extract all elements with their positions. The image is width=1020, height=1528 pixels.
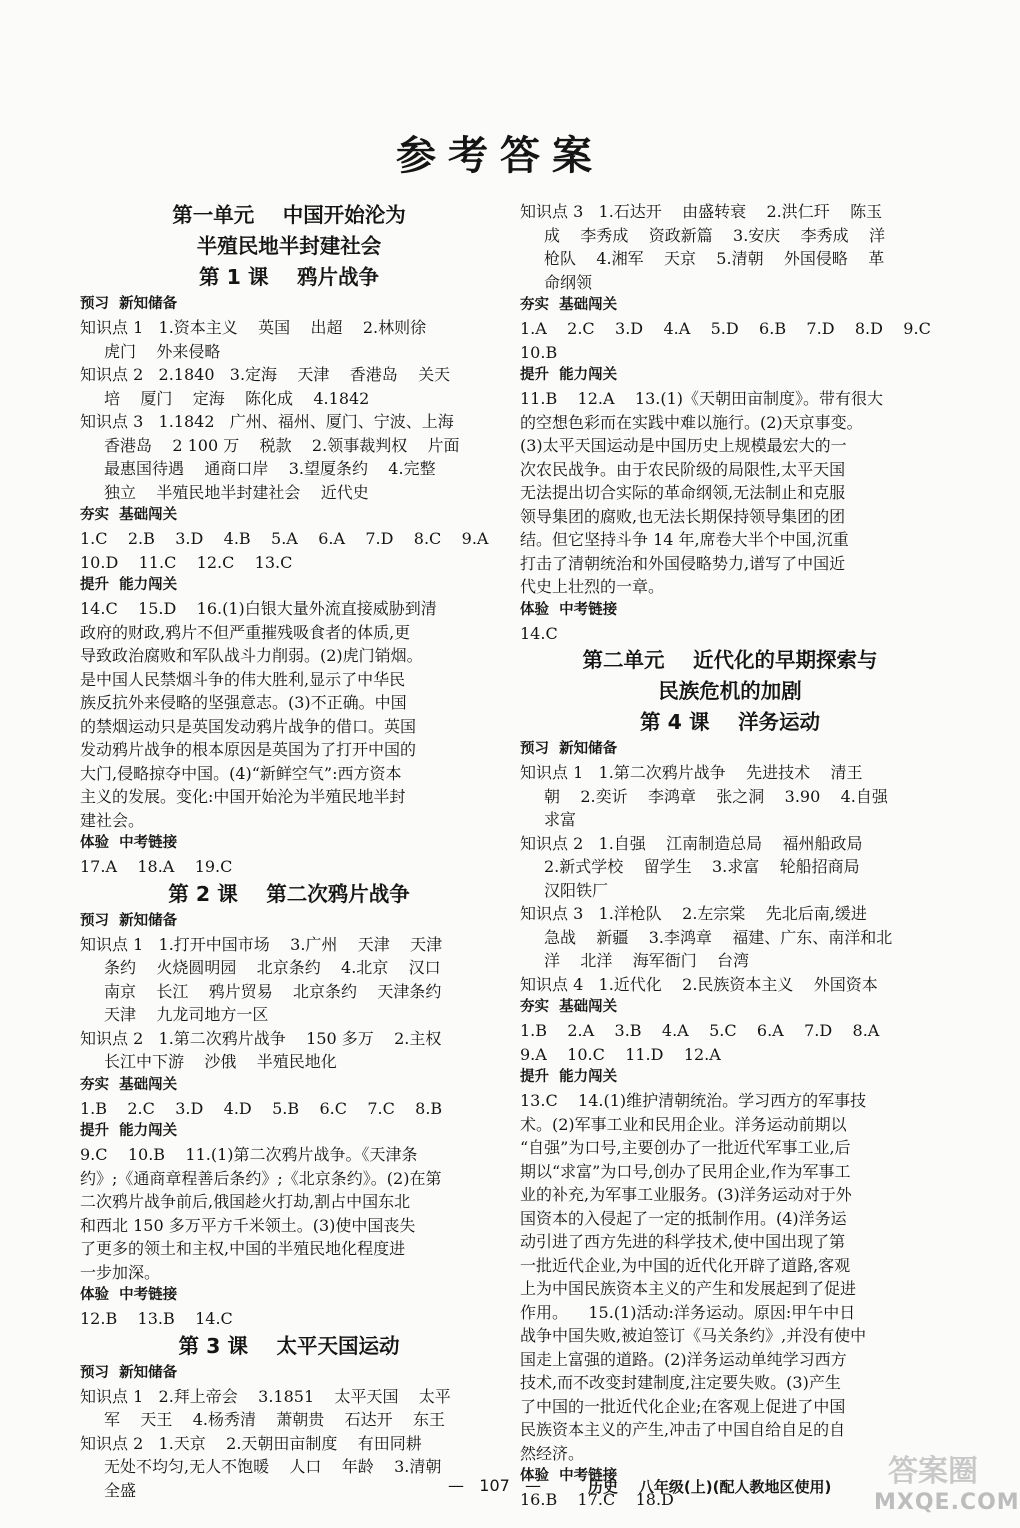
answer-line: 的空想色彩而在实践中难以施行。(2)天京事变。 — [520, 412, 863, 432]
lesson-title: 第 3 课 太平天国运动 — [178, 1333, 400, 1358]
unit-title: 第二单元 近代化的早期探索与 — [582, 648, 878, 672]
answer-line: 战争中国失败,被迫签订《马关条约》,并没有使中 — [520, 1326, 867, 1345]
answer-line-continued: 虎门 外来侵略 — [104, 341, 221, 361]
unit-title: 民族危机的加剧 — [658, 679, 802, 703]
answer-line: 12.B 13.B 14.C — [80, 1309, 233, 1328]
section-heading: 提升 能力闯关 — [80, 577, 178, 593]
answer-line: 二次鸦片战争前后,俄国趁火打劫,割占中国东北 — [80, 1192, 411, 1211]
section-heading: 提升 能力闯关 — [520, 1069, 618, 1085]
section-heading: 预习 新知储备 — [520, 741, 618, 757]
answer-line: 大门,侵略掠夺中国。(4)“新鲜空气”:西方资本 — [80, 763, 402, 783]
answer-line: 知识点 2 1.天京 2.天朝田亩制度 有田同耕 — [80, 1433, 422, 1453]
answer-line: 领导集团的腐败,也无法长期保持领导集团的团 — [520, 506, 846, 526]
answer-line: 结。但它坚持斗争 14 年,席卷大半个中国,沉重 — [520, 530, 849, 549]
answer-line-continued: 急战 新疆 3.李鸿章 福建、广东、南洋和北 — [544, 927, 893, 947]
answer-line: 无法提出切合实际的革命纲领,无法制止和克服 — [520, 483, 846, 502]
answer-line: 17.A 18.A 19.C — [80, 857, 233, 876]
answer-line: 1.A 2.C 3.D 4.A 5.D 6.B 7.D 8.D 9.C — [520, 319, 931, 338]
section-heading: 提升 能力闯关 — [80, 1123, 178, 1139]
answer-line: 知识点 1 1.第二次鸦片战争 先进技术 清王 — [520, 763, 863, 782]
answer-line: 作用。 15.(1)活动:洋务运动。原因:甲午中日 — [520, 1302, 856, 1322]
unit-title: 半殖民地半封建社会 — [196, 234, 382, 258]
answer-line: 和西北 150 多万平方千米领土。(3)使中国丧失 — [80, 1215, 416, 1235]
answer-line: 约》;《通商章程善后条约》;《北京条约》。(2)在第 — [80, 1168, 442, 1188]
answer-line: 1.B 2.C 3.D 4.D 5.B 6.C 7.C 8.B — [80, 1098, 443, 1118]
unit-title: 第一单元 中国开始沦为 — [172, 203, 406, 227]
answer-line-continued: 朝 2.奕䜣 李鸿章 张之洞 3.90 4.自强 — [544, 786, 888, 806]
answer-line-continued: 求富 — [544, 810, 577, 829]
answer-line: 上为中国民族资本主义的产生和发展起到了促进 — [520, 1279, 857, 1298]
left-column — [80, 200, 498, 1502]
answer-line: 知识点 2 1.自强 江南制造总局 福州船政局 — [520, 833, 863, 853]
answer-line: 16.B 17.C 18.D — [520, 1490, 674, 1509]
answer-line: 10.B — [520, 342, 558, 362]
answer-line-continued: 无处不均匀,无人不饱暖 人口 年龄 3.清朝 — [104, 1457, 442, 1476]
answer-line: 1.C 2.B 3.D 4.B 5.A 6.A 7.D 8.C 9.A — [80, 529, 489, 548]
watermark-text-bottom: MXQE.COM — [874, 1490, 1020, 1515]
answer-line: 9.C 10.B 11.(1)第二次鸦片战争。《天津条 — [80, 1145, 418, 1164]
answer-line: 知识点 1 1.资本主义 英国 出超 2.林则徐 — [80, 318, 427, 337]
answer-line: 9.A 10.C 11.D 12.A — [520, 1044, 721, 1064]
watermark-text-top: 答案圈 — [888, 1454, 978, 1489]
section-heading: 夯实 基础闯关 — [80, 1076, 178, 1093]
answer-line-continued: 最惠国待遇 通商口岸 3.望厦条约 4.完整 — [104, 459, 436, 478]
answer-line-continued: 全盛 — [104, 1480, 137, 1500]
answer-line-continued: 长江中下游 沙俄 半殖民地化 — [104, 1052, 337, 1071]
answer-line-continued: 成 李秀成 资政新篇 3.安庆 李秀成 洋 — [544, 225, 885, 245]
answer-line: 国走上富强的道路。(2)洋务运动单纯学习西方 — [520, 1349, 847, 1369]
answer-line: 是中国人民禁烟斗争的伟大胜利,显示了中华民 — [80, 669, 406, 689]
answer-line: 一批近代企业,为中国的近代化开辟了道路,客观 — [520, 1255, 851, 1275]
answer-line: 了更多的领土和主权,中国的半殖民地化程度进 — [80, 1239, 406, 1258]
answer-line-continued: 命纲领 — [544, 272, 593, 292]
answer-line: 1.B 2.A 3.B 4.A 5.C 6.A 7.D 8.A — [520, 1021, 880, 1040]
answer-line-continued: 2.新式学校 留学生 3.求富 轮船招商局 — [544, 857, 860, 876]
answer-line: 知识点 3 1.1842 广州、福州、厦门、宁波、上海 — [80, 412, 454, 431]
answer-line: 了中国的一批近代化企业;在客观上促进了中国 — [520, 1396, 846, 1416]
answer-line: 知识点 4 1.近代化 2.民族资本主义 外国资本 — [520, 974, 878, 994]
answer-line: 族反抗外来侵略的坚强意志。(3)不正确。中国 — [80, 693, 407, 712]
answer-line: 发动鸦片战争的根本原因是英国为了打开中国的 — [80, 740, 417, 759]
answer-line-continued: 汉阳铁厂 — [544, 880, 609, 900]
answer-line: 13.C 14.(1)维护清朝统治。学习西方的军事技 — [520, 1091, 867, 1110]
answer-line: 14.C 15.D 16.(1)白银大量外流直接威胁到清 — [80, 599, 437, 618]
section-heading: 夯实 基础闯关 — [520, 297, 618, 313]
answer-line: 知识点 1 1.打开中国市场 3.广州 天津 天津 — [80, 934, 443, 954]
answer-line: 知识点 2 1.第二次鸦片战争 150 多万 2.主权 — [80, 1028, 442, 1048]
answer-line-continued: 南京 长江 鸦片贸易 北京条约 天津条约 — [104, 981, 442, 1001]
answer-line: 知识点 1 2.拜上帝会 3.1851 太平天国 太平 — [80, 1386, 451, 1406]
answer-line: 民族资本主义的产生,冲击了中国自给自足的自 — [520, 1420, 846, 1439]
page-title: 参考答案 — [396, 133, 604, 179]
answer-line: 知识点 2 2.1840 3.定海 天津 香港岛 关天 — [80, 365, 451, 384]
answer-line: 业的补充,为军事工业服务。(3)洋务运动对于外 — [520, 1185, 852, 1204]
answer-line: 术。(2)军事工业和民用企业。洋务运动前期以 — [520, 1114, 847, 1134]
answer-line: 动引进了西方先进的科学技术,使中国出现了第 — [520, 1232, 846, 1251]
answer-line: 导致政治腐败和军队战斗力削弱。(2)虎门销烟。 — [80, 646, 423, 665]
section-heading: 体验 中考链接 — [80, 835, 178, 851]
section-heading: 体验 中考链接 — [520, 1468, 618, 1484]
answer-line-continued: 培 厦门 定海 陈化成 4.1842 — [104, 388, 370, 408]
answer-line: 11.B 12.A 13.(1)《天朝田亩制度》。带有很大 — [520, 389, 884, 408]
lesson-title: 第 2 课 第二次鸦片战争 — [168, 881, 410, 906]
answer-line-continued: 天津 九龙司地方一区 — [104, 1005, 269, 1024]
answer-line: 的禁烟运动只是英国发动鸦片战争的借口。英国 — [80, 716, 417, 736]
answer-line: 一步加深。 — [80, 1262, 161, 1282]
section-heading: 夯实 基础闯关 — [80, 507, 178, 523]
watermark-logo — [874, 1446, 1020, 1524]
section-heading: 预习 新知储备 — [80, 296, 178, 312]
answer-line-continued: 香港岛 2 100 万 税款 2.领事裁判权 片面 — [104, 435, 460, 455]
section-heading: 提升 能力闯关 — [520, 367, 618, 383]
answer-line: (3)太平天国运动是中国历史上规模最宏大的一 — [520, 436, 847, 455]
section-heading: 预习 新知储备 — [80, 912, 178, 929]
answer-line: “自强”为口号,主要创办了一批近代军事工业,后 — [520, 1138, 851, 1157]
page-footer — [0, 1476, 1000, 1506]
answer-line: 建社会。 — [80, 810, 145, 830]
answer-line: 14.C — [520, 623, 558, 643]
answer-line: 知识点 3 1.石达开 由盛转衰 2.洪仁玕 陈玉 — [520, 202, 883, 221]
section-heading: 夯实 基础闯关 — [520, 999, 618, 1015]
answer-line-continued: 独立 半殖民地半封建社会 近代史 — [104, 482, 369, 502]
answer-line-continued: 条约 火烧圆明园 北京条约 4.北京 汉口 — [104, 958, 441, 977]
answer-line: 技术,而不改变封建制度,注定要失败。(3)产生 — [520, 1373, 841, 1392]
lesson-title: 第 4 课 洋务运动 — [639, 710, 821, 734]
answer-line: 国资本的入侵起了一定的抵制作用。(4)洋务运 — [520, 1208, 847, 1228]
book-subject-label: 历史 八年级(上)(配人教地区使用) — [588, 1478, 832, 1496]
answer-line: 打击了清朝统治和外国侵略势力,谱写了中国近 — [520, 553, 846, 573]
answer-line-continued: 枪队 4.湘军 天京 5.清朝 外国侵略 革 — [544, 249, 885, 268]
page-number: — 107 — — [448, 1476, 542, 1495]
answer-line: 政府的财政,鸦片不但严重摧残吸食者的体质,更 — [80, 622, 411, 642]
answer-line: 知识点 3 1.洋枪队 2.左宗棠 先北后南,缓进 — [520, 904, 867, 923]
answer-line: 代史上壮烈的一章。 — [520, 577, 665, 596]
answer-line: 期以“求富”为口号,创办了民用企业,作为军事工 — [520, 1161, 851, 1181]
answer-line: 次农民战争。由于农民阶级的局限性,太平天国 — [520, 459, 846, 479]
answer-line-continued: 洋 北洋 海军衙门 台湾 — [544, 951, 750, 970]
answer-line: 然经济。 — [520, 1443, 585, 1463]
section-heading: 预习 新知储备 — [80, 1364, 178, 1381]
answer-line: 10.D 11.C 12.C 13.C — [80, 552, 293, 572]
answer-line-continued: 军 天王 4.杨秀清 萧朝贵 石达开 东王 — [104, 1410, 445, 1429]
lesson-title: 第 1 课 鸦片战争 — [198, 265, 380, 289]
section-heading: 体验 中考链接 — [80, 1287, 178, 1303]
right-column — [520, 200, 940, 1512]
answer-line: 主义的发展。变化:中国开始沦为半殖民地半封 — [80, 787, 406, 806]
section-heading: 体验 中考链接 — [520, 601, 618, 618]
